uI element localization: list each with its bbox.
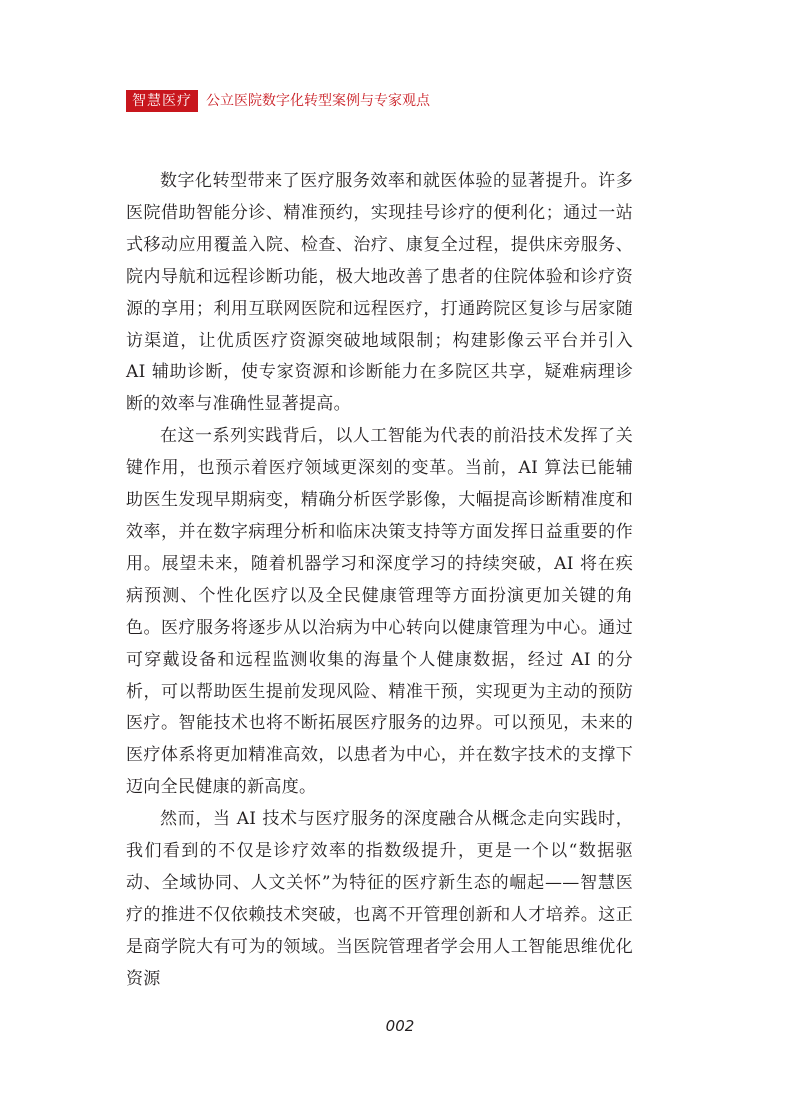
- paragraph-3: 然而，当 AI 技术与医疗服务的深度融合从概念走向实践时，我们看到的不仅是诊疗效率的指数级提升，更是一个以“数据驱动、全域协同、人文关怀”为特征的医疗新生态的崛起——智慧医疗的推进不仅依赖技术突破，也离不开管理创新和人才培养。这正是商学院大有可为的领域。当医院管理者学会用人工智能思维优化资源: [126, 809, 633, 989]
- page-number: 002: [385, 1017, 415, 1035]
- paragraph-1: 数字化转型带来了医疗服务效率和就医体验的显著提升。许多医院借助智能分诊、精准预约，实现挂号诊疗的便利化；通过一站式移动应用覆盖入院、检查、治疗、康复全过程，提供床旁服务、院内导航和远程诊断功能，极大地改善了患者的住院体验和诊疗资源的享用；利用互联网医院和远程医疗，打通跨院区复诊与居家随访渠道，让优质医疗资源突破地域限制；构建影像云平台并引入 AI 辅助诊断，使专家资源和诊断能力在多院区共享，疑难病理诊断的效率与准确性显著提高。: [126, 171, 633, 415]
- paragraph-2: 在这一系列实践背后，以人工智能为代表的前沿技术发挥了关键作用，也预示着医疗领域更深刻的变革。当前，AI 算法已能辅助医生发现早期病变，精确分析医学影像，大幅提高诊断精准度和效率，并在数字病理分析和临床决策支持等方面发挥日益重要的作用。展望未来，随着机器学习和深度学习的持续突破，AI 将在疾病预测、个性化医疗以及全民健康管理等方面扮演更加关键的角色。医疗服务将逐步从以治病为中心转向以健康管理为中心。通过可穿戴设备和远程监测收集的海量个人健康数据，经过 AI 的分析，可以帮助医生提前发现风险、精准干预，实现更为主动的预防医疗。智能技术也将不断拓展医疗服务的边界。可以预见，未来的医疗体系将更加精准高效，以患者为中心，并在数字技术的支撑下迈向全民健康的新高度。: [126, 426, 633, 798]
- running-header: [126, 90, 430, 112]
- book-subtitle: 公立医院数字化转型案例与专家观点: [206, 93, 430, 109]
- section-tag: 智慧医疗: [126, 90, 198, 112]
- body-text: [126, 166, 633, 996]
